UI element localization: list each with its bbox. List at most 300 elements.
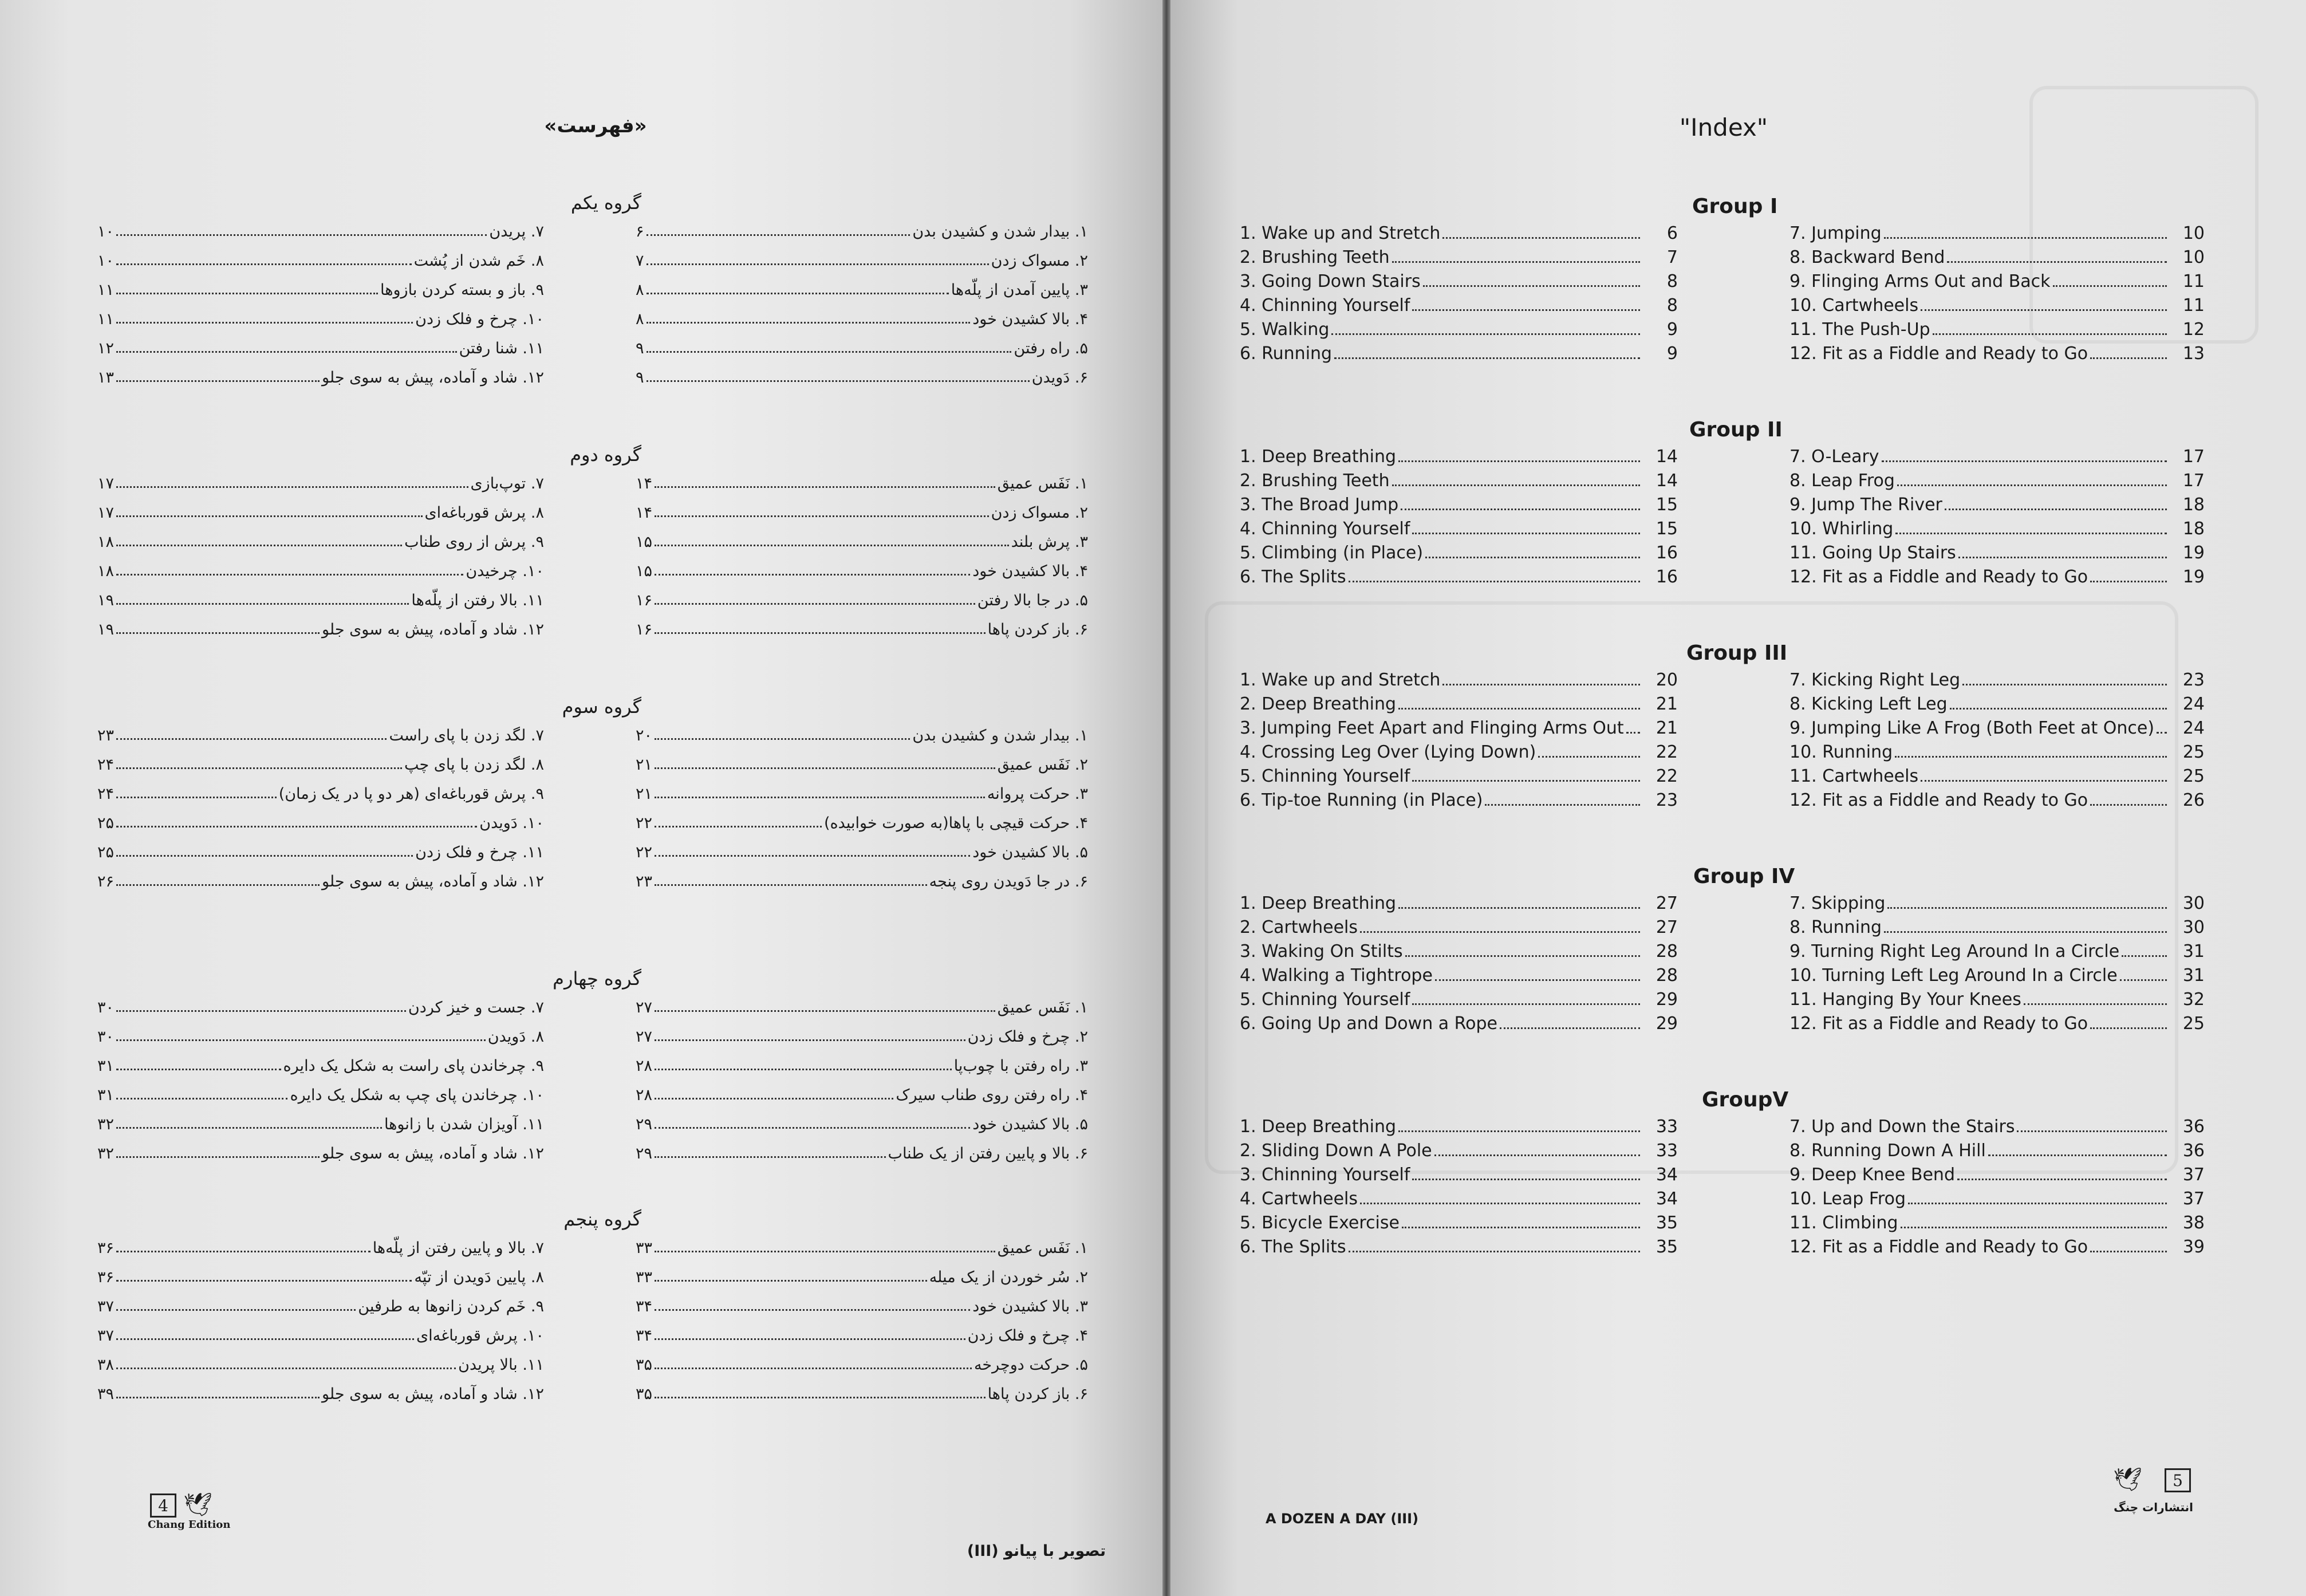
leader-dots (655, 1127, 970, 1129)
leader-dots (116, 603, 409, 605)
toc-entry (97, 1023, 544, 1046)
toc-entry (1789, 492, 2205, 515)
toc-entry-label: 11. The Push-Up (1789, 320, 1930, 340)
toc-entry-label: ۱۱. شنا رفتن (459, 340, 544, 357)
toc-entry-label: 5. Chinning Yourself (1240, 766, 1410, 786)
toc-entry-page: ۳۲ (97, 1116, 115, 1133)
toc-entry (1789, 939, 2205, 961)
toc-entry-page: ۳۰ (97, 1028, 115, 1046)
toc-entry (1240, 341, 1678, 364)
toc-entry-page: 15 (1655, 519, 1678, 539)
toc-entry-page: 19 (2182, 567, 2205, 587)
toc-entry-page: 31 (2182, 966, 2205, 986)
leader-dots (116, 632, 320, 634)
leader-dots (1360, 1203, 1640, 1204)
toc-entry (636, 751, 1088, 774)
toc-entry-page: 10 (2182, 247, 2205, 267)
toc-entry (636, 838, 1088, 861)
toc-entry-page: 13 (2182, 344, 2205, 364)
leader-dots (116, 1039, 486, 1041)
toc-entry-label: ۱۰. چرخیدن (466, 562, 544, 580)
toc-entry-page: 11 (2182, 295, 2205, 316)
toc-entry (97, 1322, 544, 1345)
toc-entry-label: 1. Deep Breathing (1240, 893, 1397, 913)
toc-entry (1789, 564, 2205, 587)
toc-entry-page: ۶ (636, 223, 644, 241)
toc-entry-page: ۹ (636, 369, 644, 387)
toc-entry-label: ۷. توپ‌بازی (470, 475, 544, 492)
toc-entry (1789, 691, 2205, 714)
toc-entry-page: ۱۳ (97, 369, 115, 387)
toc-entry-label: 10. Whirling (1789, 519, 1894, 539)
toc-entry-label: 6. Running (1240, 344, 1333, 364)
toc-entry-label: ۱۲. شاد و آماده، پیش به سوی جلو (321, 1385, 544, 1403)
bird-logo-icon: 🕊 (183, 1492, 212, 1518)
toc-entry-page: 8 (1666, 271, 1678, 291)
toc-entry (1240, 317, 1678, 340)
toc-entry-label: 7. Up and Down the Stairs (1789, 1117, 2015, 1137)
toc-entry-page: 29 (1655, 1014, 1678, 1034)
leader-dots (2157, 732, 2167, 734)
toc-entry (636, 364, 1088, 387)
toc-entry (636, 470, 1088, 492)
toc-entry-page: 8 (1666, 295, 1678, 316)
toc-entry (1240, 540, 1678, 563)
toc-entry-page: 9 (1666, 344, 1678, 364)
toc-entry (97, 1263, 544, 1286)
leader-dots (116, 738, 387, 740)
toc-entry (1789, 1011, 2205, 1034)
leader-dots (116, 1069, 281, 1070)
toc-entry-label: ۴. چرخ و فلک زدن (967, 1327, 1088, 1345)
toc-entry-page: 20 (1655, 670, 1678, 690)
en-page-number: 5 (2165, 1468, 2191, 1492)
leader-dots (2017, 1130, 2167, 1132)
toc-entry (636, 1234, 1088, 1257)
toc-entry-page: ۳۶ (97, 1268, 115, 1286)
toc-entry-label: ۳. بالا کشیدن خود (972, 1298, 1088, 1315)
toc-entry (1789, 1234, 2205, 1257)
toc-entry-page: 22 (1655, 766, 1678, 786)
leader-dots (1933, 333, 2167, 335)
toc-entry (97, 1380, 544, 1403)
toc-entry (636, 780, 1088, 803)
toc-entry-label: ۱۰. چرخ و فلک زدن (415, 310, 544, 328)
toc-entry (97, 218, 544, 241)
leader-dots (1392, 484, 1640, 486)
toc-entry-page: 19 (2182, 543, 2205, 563)
leader-dots (647, 234, 910, 236)
toc-entry-page: ۲۷ (636, 999, 653, 1016)
toc-entry-label: ۶. در جا دَویدن روی پنجه (929, 873, 1088, 890)
toc-entry-label: ۱۲. شاد و آماده، پیش به سوی جلو (321, 1145, 544, 1162)
toc-entry (1240, 739, 1678, 762)
leader-dots (655, 545, 1009, 546)
toc-entry-label: ۱۲. شاد و آماده، پیش به سوی جلو (321, 873, 544, 890)
leader-dots (2090, 357, 2167, 359)
leader-dots (116, 1280, 412, 1282)
toc-entry (636, 722, 1088, 744)
leader-dots (1392, 261, 1640, 263)
leader-dots (647, 322, 971, 324)
leader-dots (1882, 460, 2167, 462)
toc-entry (97, 780, 544, 803)
leader-dots (1398, 708, 1640, 710)
toc-entry (1789, 1114, 2205, 1137)
leader-dots (655, 884, 927, 886)
toc-entry-label: 10. Cartwheels (1789, 295, 1919, 316)
toc-entry-page: ۲۲ (636, 844, 653, 861)
leader-dots (116, 1127, 382, 1129)
toc-entry-label: ۱۱. چرخ و فلک زدن (415, 844, 544, 861)
toc-entry-page: ۳۶ (97, 1239, 115, 1257)
leader-dots (655, 632, 986, 634)
toc-entry (636, 1263, 1088, 1286)
toc-entry-page: 35 (1655, 1213, 1678, 1233)
leader-dots (655, 1397, 986, 1398)
leader-dots (2053, 285, 2167, 287)
toc-entry-label: 8. Backward Bend (1789, 247, 1945, 267)
toc-entry-label: 1. Wake up and Stretch (1240, 223, 1441, 243)
leader-dots (1349, 1251, 1640, 1252)
toc-entry-label: 2. Brushing Teeth (1240, 247, 1390, 267)
toc-entry-page: ۲۸ (636, 1086, 653, 1104)
toc-entry (97, 499, 544, 522)
toc-entry-label: 6. The Splits (1240, 567, 1346, 587)
leader-dots (116, 380, 320, 382)
leader-dots (116, 322, 413, 324)
toc-entry (1240, 468, 1678, 491)
toc-entry (97, 470, 544, 492)
toc-entry-page: ۲۶ (97, 873, 115, 890)
leader-dots (655, 1251, 995, 1252)
toc-entry (636, 994, 1088, 1016)
toc-entry-page: ۱۶ (636, 592, 653, 609)
fa-group-title: گروه سوم (562, 696, 641, 718)
leader-dots (655, 826, 822, 827)
toc-entry (97, 247, 544, 270)
toc-entry-label: 3. Waking On Stilts (1240, 941, 1403, 961)
leader-dots (1412, 780, 1640, 782)
toc-entry-label: 9. Turning Right Leg Around In a Circle (1789, 941, 2120, 961)
toc-entry-label: ۶. بالا و پایین رفتن از یک طناب (888, 1145, 1088, 1162)
leader-dots (655, 603, 975, 605)
toc-entry (97, 722, 544, 744)
toc-entry-label: 1. Deep Breathing (1240, 447, 1397, 467)
leader-dots (647, 380, 1030, 382)
toc-entry (97, 1292, 544, 1315)
toc-entry-label: ۱. نَفَس عمیق (997, 999, 1088, 1016)
toc-entry (636, 1351, 1088, 1374)
toc-entry (1240, 939, 1678, 961)
toc-entry (97, 276, 544, 299)
leader-dots (116, 826, 477, 827)
toc-entry-page: ۸ (636, 281, 644, 299)
toc-entry-label: ۵. بالا کشیدن خود (972, 1116, 1088, 1133)
toc-entry-label: 3. The Broad Jump (1240, 495, 1399, 515)
toc-entry-page: ۱۷ (97, 504, 115, 522)
leader-dots (1412, 1179, 1640, 1180)
toc-entry-label: 6. Going Up and Down a Rope (1240, 1014, 1498, 1034)
toc-entry-label: ۳. پایین آمدن از پلّه‌ها (951, 281, 1088, 299)
toc-entry-page: ۳۴ (636, 1327, 653, 1345)
toc-entry (97, 809, 544, 832)
toc-entry-label: ۹. خَم کردن زانوها به طرفین (358, 1298, 544, 1315)
toc-entry-label: 9. Jump The River (1789, 495, 1942, 515)
toc-entry-page: 14 (1655, 447, 1678, 467)
toc-entry (636, 528, 1088, 551)
toc-entry-label: 10. Turning Left Leg Around In a Circle (1789, 966, 2118, 986)
leader-dots (1412, 1003, 1640, 1005)
toc-entry-page: ۸ (636, 310, 644, 328)
leader-dots (1895, 533, 2167, 534)
toc-entry-label: 12. Fit as a Fiddle and Ready to Go (1789, 344, 2088, 364)
leader-dots (1485, 804, 1640, 806)
leader-dots (116, 574, 463, 576)
leader-dots (2090, 804, 2167, 806)
leader-dots (116, 1397, 320, 1398)
leader-dots (655, 1098, 893, 1100)
toc-entry-label: 1. Deep Breathing (1240, 1117, 1397, 1137)
toc-entry (97, 1351, 544, 1374)
toc-entry-page: 21 (1655, 718, 1678, 738)
toc-entry-page: 17 (2182, 447, 2205, 467)
toc-entry-label: ۷. جست و خیز کردن (408, 999, 544, 1016)
toc-entry (636, 218, 1088, 241)
toc-entry-page: ۱۹ (97, 621, 115, 639)
toc-entry-label: ۱. بیدار شدن و کشیدن بدن (912, 223, 1088, 241)
leader-dots (116, 263, 412, 265)
toc-entry-page: ۱۱ (97, 310, 115, 328)
toc-entry-page: ۲۴ (97, 756, 115, 774)
toc-entry-label: 5. Chinning Yourself (1240, 990, 1410, 1010)
leader-dots (116, 1338, 414, 1340)
en-page-title: "Index" (1679, 113, 1768, 141)
toc-entry-label: 12. Fit as a Fiddle and Ready to Go (1789, 1237, 2088, 1257)
leader-dots (116, 1010, 406, 1012)
toc-entry-page: ۳۷ (97, 1327, 115, 1345)
leader-dots (1412, 309, 1640, 311)
leader-dots (1423, 285, 1640, 287)
leader-dots (116, 351, 457, 353)
toc-entry-page: ۳۳ (636, 1268, 653, 1286)
toc-entry-page: 10 (2182, 223, 2205, 243)
toc-entry-label: 3. Chinning Yourself (1240, 1165, 1410, 1185)
toc-entry (97, 1081, 544, 1104)
leader-dots (116, 486, 468, 488)
toc-entry-page: ۲۳ (97, 727, 115, 744)
toc-entry (1240, 915, 1678, 937)
leader-dots (2024, 1003, 2167, 1005)
leader-dots (2090, 1027, 2167, 1029)
toc-entry-page: ۲۰ (636, 727, 653, 744)
toc-entry-page: ۳۵ (636, 1385, 653, 1403)
toc-entry (97, 616, 544, 639)
toc-entry-label: 11. Cartwheels (1789, 766, 1919, 786)
toc-entry (97, 586, 544, 609)
toc-entry-label: ۱۱. بالا رفتن از پلّه‌ها (411, 592, 544, 609)
toc-entry-label: ۲. نَفَس عمیق (997, 756, 1088, 774)
toc-entry-page: 21 (1655, 694, 1678, 714)
leader-dots (655, 1368, 972, 1369)
toc-entry-page: ۳۱ (97, 1057, 115, 1075)
toc-entry-page: ۳۴ (636, 1298, 653, 1315)
toc-entry-page: 36 (2182, 1117, 2205, 1137)
toc-entry-label: 4. Crossing Leg Over (Lying Down) (1240, 742, 1536, 762)
toc-entry (1789, 317, 2205, 340)
fa-group-title: گروه چهارم (553, 968, 641, 990)
toc-entry (1789, 293, 2205, 316)
toc-entry (636, 1052, 1088, 1075)
toc-entry-page: ۱۲ (97, 340, 115, 357)
toc-entry-page: ۱۴ (636, 504, 653, 522)
leader-dots (1884, 237, 2167, 239)
leader-dots (1921, 309, 2167, 311)
toc-entry (1240, 564, 1678, 587)
leader-dots (1895, 756, 2167, 758)
leader-dots (1442, 237, 1640, 239)
toc-entry-label: ۲. مسواک زدن (991, 504, 1088, 522)
toc-entry-label: ۶. باز کردن پاها (987, 1385, 1088, 1403)
toc-entry-page: ۲۹ (636, 1145, 653, 1162)
toc-entry-page: 15 (1655, 495, 1678, 515)
toc-entry-label: ۱. نَفَس عمیق (997, 475, 1088, 492)
toc-entry-page: 37 (2182, 1189, 2205, 1209)
toc-entry-page: 38 (2182, 1213, 2205, 1233)
toc-entry-page: ۳۵ (636, 1356, 653, 1374)
toc-entry (1240, 269, 1678, 291)
toc-entry-label: ۸. لگد زدن با پای چپ (404, 756, 544, 774)
toc-entry-label: 8. Running Down A Hill (1789, 1141, 1986, 1161)
toc-entry-page: 29 (1655, 990, 1678, 1010)
toc-entry-page: 27 (1655, 917, 1678, 937)
toc-entry (1789, 739, 2205, 762)
fa-edition-label: Chang Edition (148, 1519, 231, 1531)
toc-entry-label: 9. Deep Knee Bend (1789, 1165, 1955, 1185)
toc-entry-page: 25 (2182, 742, 2205, 762)
toc-entry-label: 4. Walking a Tightrope (1240, 966, 1433, 986)
toc-entry (1789, 1210, 2205, 1233)
toc-entry-page: 32 (2182, 990, 2205, 1010)
toc-entry-page: ۱۰ (97, 223, 115, 241)
toc-entry-label: 2. Cartwheels (1240, 917, 1358, 937)
toc-entry (1240, 1186, 1678, 1209)
toc-entry-label: ۶. دَویدن (1031, 369, 1088, 387)
toc-entry-label: ۱۰. دَویدن (479, 814, 544, 832)
toc-entry (1240, 220, 1678, 243)
toc-entry-label: ۱۰. پرش قورباغه‌ای (416, 1327, 544, 1345)
leader-dots (655, 1280, 927, 1282)
toc-entry (1240, 1138, 1678, 1161)
toc-entry (1240, 715, 1678, 738)
toc-entry (97, 838, 544, 861)
leader-dots (1398, 460, 1640, 462)
toc-entry (1240, 492, 1678, 515)
toc-entry (1240, 245, 1678, 267)
toc-entry-label: ۴. راه رفتن روی طناب سیرک (896, 1086, 1088, 1104)
toc-entry-page: ۳۱ (97, 1086, 115, 1104)
toc-entry-label: ۱. نَفَس عمیق (997, 1239, 1088, 1257)
toc-entry (1789, 341, 2205, 364)
toc-entry (97, 305, 544, 328)
leader-dots (116, 855, 413, 857)
toc-entry-page: 26 (2182, 790, 2205, 810)
toc-entry (636, 499, 1088, 522)
fa-page-number: 4 (150, 1493, 176, 1518)
toc-entry (97, 1234, 544, 1257)
fa-footer-title: تصویر با پیانو (III) (967, 1542, 1106, 1560)
en-group-title: Group I (1692, 195, 1778, 218)
en-publisher-label: انتشارات چنگ (2114, 1500, 2193, 1514)
en-group-title: Group IV (1693, 865, 1795, 888)
toc-entry-label: 2. Deep Breathing (1240, 694, 1397, 714)
leader-dots (1398, 907, 1640, 909)
toc-entry (636, 809, 1088, 832)
toc-entry-label: 5. Bicycle Exercise (1240, 1213, 1400, 1233)
toc-entry-page: ۱۵ (636, 533, 653, 551)
toc-entry-page: 37 (2182, 1165, 2205, 1185)
leader-dots (116, 797, 277, 798)
toc-entry-page: ۲۵ (97, 814, 115, 832)
leader-dots (1442, 684, 1640, 685)
toc-entry-page: ۱۶ (636, 621, 653, 639)
toc-entry-page: 28 (1655, 941, 1678, 961)
leader-dots (1887, 907, 2167, 909)
leader-dots (1538, 756, 1640, 758)
toc-entry-label: 2. Brushing Teeth (1240, 471, 1390, 491)
en-group-title: GroupV (1702, 1088, 1789, 1112)
toc-entry-page: ۲۸ (636, 1057, 653, 1075)
leader-dots (655, 1156, 886, 1158)
toc-entry-page: ۳۷ (97, 1298, 115, 1315)
toc-entry-page: 17 (2182, 471, 2205, 491)
leader-dots (1334, 357, 1640, 359)
leader-dots (1425, 557, 1640, 558)
toc-entry-label: 1. Wake up and Stretch (1240, 670, 1441, 690)
toc-entry-label: 12. Fit as a Fiddle and Ready to Go (1789, 1014, 2088, 1034)
toc-entry-page: 23 (1655, 790, 1678, 810)
leader-dots (655, 1010, 995, 1012)
leader-dots (116, 767, 402, 769)
leader-dots (116, 884, 320, 886)
toc-entry-page: 14 (1655, 471, 1678, 491)
toc-entry-label: ۳. راه رفتن با چوب‌پا (953, 1057, 1088, 1075)
toc-entry (1240, 444, 1678, 467)
toc-entry (1789, 468, 2205, 491)
leader-dots (1901, 1227, 2167, 1228)
toc-entry (636, 1380, 1088, 1403)
toc-entry-page: ۱۷ (97, 475, 115, 492)
leader-dots (655, 486, 995, 488)
toc-entry-page: ۲۹ (636, 1116, 653, 1133)
toc-entry (1789, 763, 2205, 786)
toc-entry-label: ۵. راه رفتن (1014, 340, 1088, 357)
toc-entry-label: ۴. بالا کشیدن خود (972, 562, 1088, 580)
toc-entry-label: 6. Tip-toe Running (in Place) (1240, 790, 1483, 810)
toc-entry-page: 33 (1655, 1117, 1678, 1137)
en-footer-title: A DOZEN A DAY (III) (1266, 1511, 1419, 1527)
toc-entry-page: 18 (2182, 519, 2205, 539)
toc-entry-page: 12 (2182, 320, 2205, 340)
toc-entry (97, 751, 544, 774)
leader-dots (655, 1039, 965, 1041)
toc-entry-label: ۷. بالا و پایین رفتن از پلّه‌ها (372, 1239, 544, 1257)
leader-dots (116, 1309, 356, 1311)
leader-dots (655, 855, 970, 857)
toc-entry-label: 12. Fit as a Fiddle and Ready to Go (1789, 567, 2088, 587)
toc-entry-page: ۲۲ (636, 814, 653, 832)
toc-entry-page: 31 (2182, 941, 2205, 961)
